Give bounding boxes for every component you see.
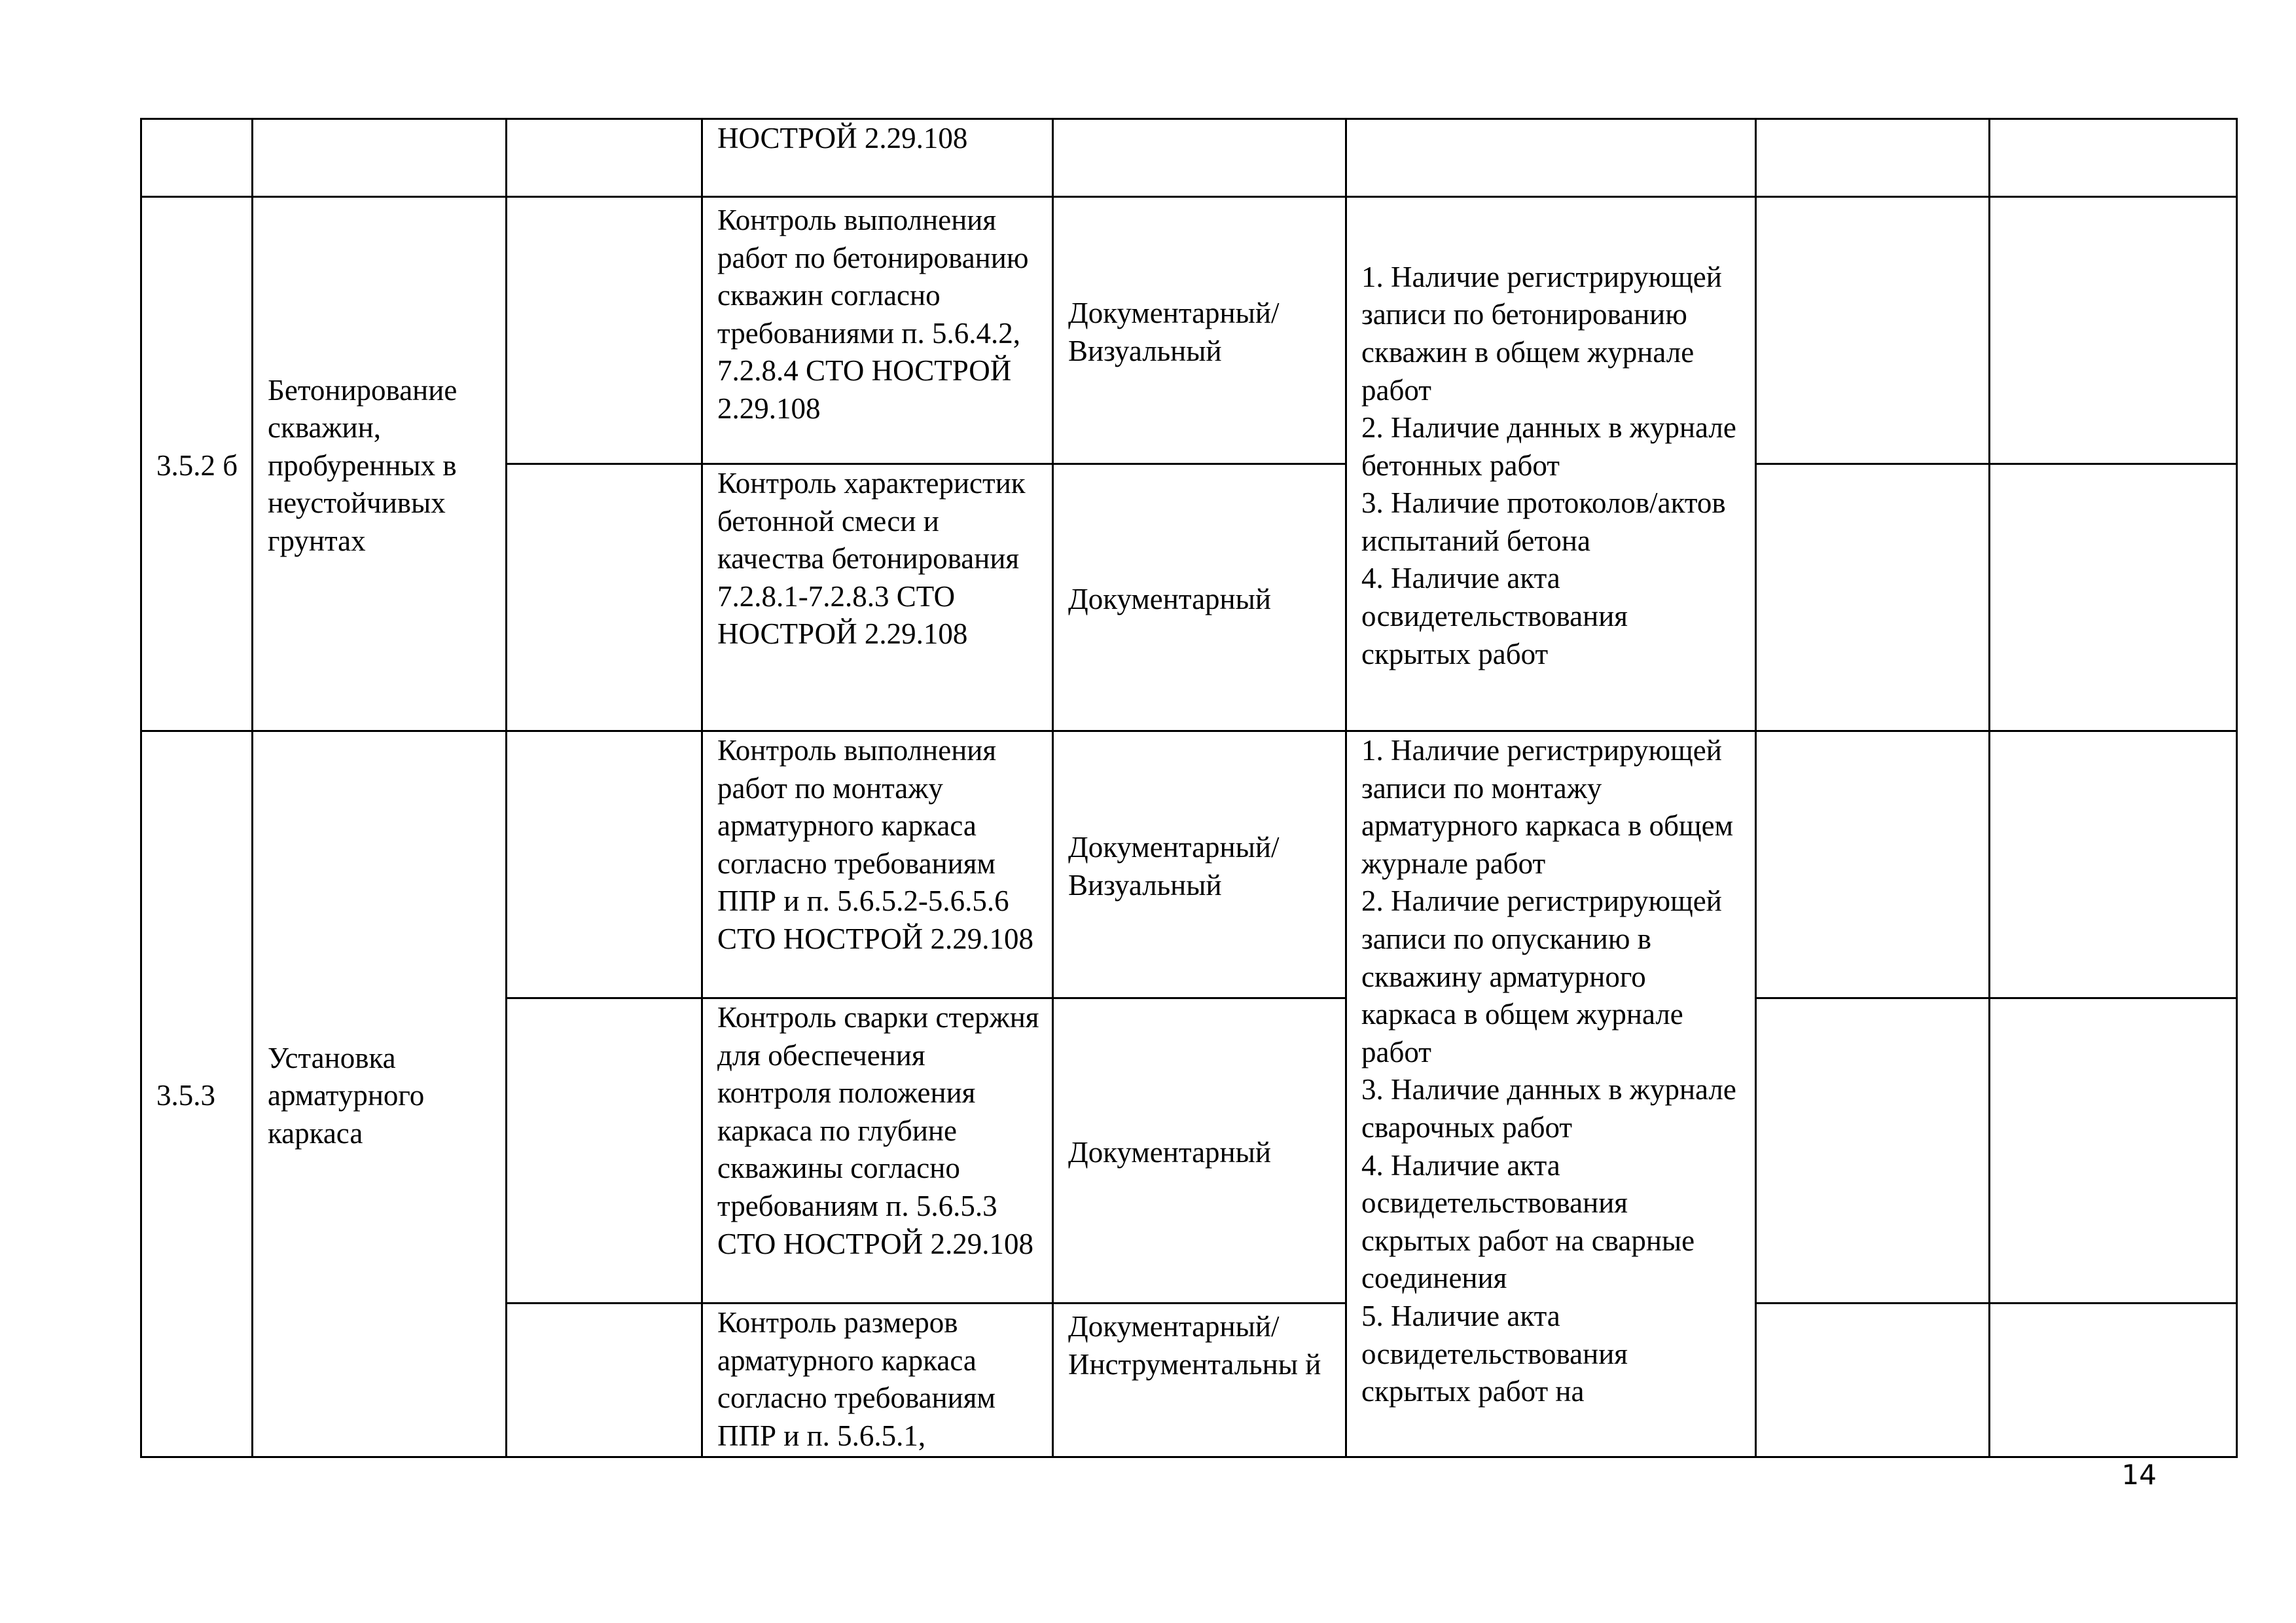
cell-stage: Бетонирование скважин, пробуренных в неустойчивых грунтах (253, 197, 507, 731)
cell-documents (1346, 731, 1756, 1457)
cell-empty (1990, 119, 2237, 197)
cell-empty (507, 998, 702, 1304)
cell-method: Документарный/ Визуальный (1053, 731, 1346, 998)
cell-documents (1346, 119, 1756, 197)
cell-empty (1990, 1304, 2237, 1457)
cell-control: Контроль характеристик бетонной смеси и качества бетонирования 7.2.8.1-7.2.8.3 СТО НОСТРОЙ 2.29.108 (702, 464, 1053, 731)
cell-empty (507, 197, 702, 464)
cell-method: Документарный/ Инструментальны й (1053, 1304, 1346, 1457)
requirements-table (140, 118, 2238, 1458)
cell-method: Документарный (1053, 998, 1346, 1304)
cell-stage: Установка арматурного каркаса (253, 731, 507, 1457)
cell-empty (1756, 197, 1990, 464)
cell-method: Документарный/ Визуальный (1053, 197, 1346, 464)
document-item: 2. Наличие данных в журнале бетонных работ (1361, 411, 1736, 482)
table-row (141, 197, 2237, 464)
cell-empty (507, 464, 702, 731)
cell-empty (1990, 464, 2237, 731)
document-item: 3. Наличие протоколов/актов испытаний бетона (1361, 486, 1726, 557)
cell-control: Контроль размеров арматурного каркаса согласно требованиям ППР и п. 5.6.5.1, (702, 1304, 1053, 1457)
cell-number (141, 119, 253, 197)
cell-empty (1756, 731, 1990, 998)
document-item: 2. Наличие регистрирующей записи по опусканию в скважину арматурного каркаса в общем журнале работ (1361, 884, 1722, 1068)
cell-empty (1756, 464, 1990, 731)
cell-control: НОСТРОЙ 2.29.108 (702, 119, 1053, 197)
cell-empty (507, 119, 702, 197)
cell-control: Контроль сварки стержня для обеспечения контроля положения каркаса по глубине скважины согласно требованиям п. 5.6.5.3 СТО НОСТРОЙ 2.29.108 (702, 998, 1053, 1304)
cell-empty (507, 1304, 702, 1457)
page-number: 14 (2121, 1459, 2157, 1491)
cell-empty (1990, 197, 2237, 464)
cell-number: 3.5.3 (141, 731, 253, 1457)
document-item: 4. Наличие акта освидетельствования скрытых работ (1361, 562, 1628, 670)
cell-number: 3.5.2 б (141, 197, 253, 731)
cell-stage (253, 119, 507, 197)
document-item: 4. Наличие акта освидетельствования скрытых работ на сварные соединения (1361, 1148, 1695, 1295)
cell-control: Контроль выполнения работ по монтажу арматурного каркаса согласно требованиям ППР и п. 5.6.5.2-5.6.5.6 СТО НОСТРОЙ 2.29.108 (702, 731, 1053, 998)
cell-empty (1756, 998, 1990, 1304)
cell-empty (1756, 1304, 1990, 1457)
cell-control: Контроль выполнения работ по бетонированию скважин согласно требованиями п. 5.6.4.2, 7.2.8.4 СТО НОСТРОЙ 2.29.108 (702, 197, 1053, 464)
table-row (141, 119, 2237, 197)
table-row (141, 731, 2237, 998)
cell-documents (1346, 197, 1756, 731)
document-item: 5. Наличие акта освидетельствования скрытых работ на (1361, 1299, 1628, 1408)
cell-method (1053, 119, 1346, 197)
cell-empty (1756, 119, 1990, 197)
document-item: 1. Наличие регистрирующей записи по монтажу арматурного каркаса в общем журнале работ (1361, 734, 1734, 880)
cell-empty (507, 731, 702, 998)
cell-empty (1990, 731, 2237, 998)
document-item: 3. Наличие данных в журнале сварочных работ (1361, 1073, 1736, 1144)
cell-empty (1990, 998, 2237, 1304)
cell-method: Документарный (1053, 464, 1346, 731)
document-item: 1. Наличие регистрирующей записи по бетонированию скважин в общем журнале работ (1361, 260, 1722, 407)
